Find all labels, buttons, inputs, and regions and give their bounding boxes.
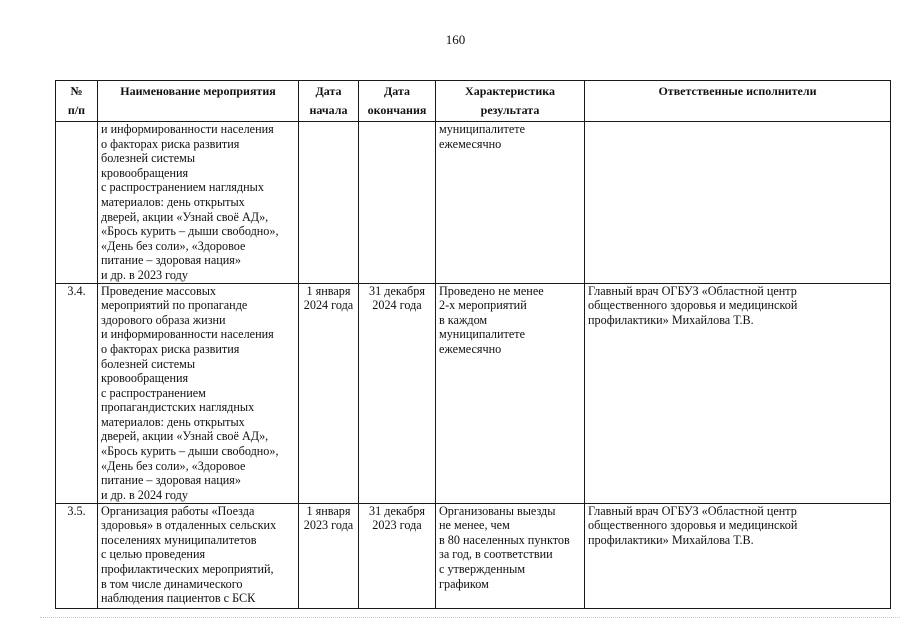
cell-start-date-line: 1 января [306,503,351,518]
cell-responsible-line: Главный врач ОГБУЗ «Областной центр [588,283,797,298]
cell-result-line: 2-х мероприятий [439,298,527,313]
cell-result-line: в 80 населенных пунктов [439,532,570,547]
cell-activity-name-line: здоровья» в отдаленных сельских [101,518,277,533]
page-number: 160 [445,32,466,47]
cell-activity-name-line: в том числе динамического [101,576,243,591]
cell-start-date-line: 2024 года [303,298,354,313]
cell-activity-name-line: и информированности населения [101,327,274,342]
cell-activity-name [98,283,299,503]
cell-result-line: за год, в соответствии [439,547,553,562]
cell-start-date-line: 2023 года [303,518,354,533]
header-end-line2: окончания [367,103,427,117]
cell-result-line: муниципалитете [439,327,526,342]
cell-activity-name-line: здорового образа жизни [101,312,226,327]
cell-activity-name-line: «День без соли», «Здоровое [101,458,246,473]
cell-responsible [585,122,891,284]
cell-activity-name-line: Проведение массовых [101,283,217,298]
cell-activity-name-line: питание – здоровая нация» [101,473,241,488]
header-end-line1: Дата [384,84,410,98]
cell-activity-name-line: «День без соли», «Здоровое [101,238,246,253]
table-header-row [56,81,891,122]
cell-end-date-line: 2023 года [372,518,422,533]
cell-end-date-line: 31 декабря [369,283,425,298]
header-num-line1: № [70,84,83,98]
header-result [436,81,585,122]
cell-number: 3.4. [56,283,98,503]
cell-activity-name-line: Организация работы «Поезда [101,503,255,518]
table-row [56,283,891,503]
cell-activity-name-line: дверей, акции «Узнай своё АД», [101,209,269,224]
header-name: Наименование мероприятия [98,81,299,122]
cell-result-line: не менее, чем [439,518,510,533]
cell-start-date [299,503,359,608]
cell-activity-name-line: пропагандистских наглядных [101,400,255,415]
cell-activity-name-line: питание – здоровая нация» [101,253,241,268]
cell-result-line: графиком [439,576,489,591]
header-start-line1: Дата [315,84,342,98]
cell-responsible-line: профилактики» Михайлова Т.В. [588,532,754,547]
cell-result [436,122,585,284]
table-body [56,122,891,609]
cell-activity-name-line: поселениях муниципалитетов [101,532,257,547]
header-result-line2: результата [480,103,540,117]
cell-responsible-line: Главный врач ОГБУЗ «Областной центр [588,503,797,518]
cell-start-date-line: 1 января [306,283,351,298]
cell-activity-name-line: и др. в 2024 году [101,487,188,502]
cell-activity-name-line: о факторах риска развития [101,136,240,151]
header-num [56,81,98,122]
cell-activity-name [98,503,299,608]
header-result-line1: Характеристика [465,84,555,98]
cell-responsible-line: профилактики» Михайлова Т.В. [588,312,754,327]
cell-activity-name [98,122,299,284]
cell-activity-name-line: с распространением наглядных [101,180,264,195]
cell-result-line: ежемесячно [439,341,502,356]
header-start-line2: начала [309,103,348,117]
header-end [359,81,436,122]
cell-end-date [359,283,436,503]
header-num-line2: п/п [67,103,86,117]
cell-result [436,503,585,608]
cell-activity-name-line: болезней системы [101,356,196,371]
header-responsible: Ответственные исполнители [585,81,891,122]
cell-activity-name-line: с распространением [101,385,206,400]
activities-table [55,80,891,609]
cell-end-date-line: 2024 года [372,298,422,313]
cell-activity-name-line: кровообращения [101,165,189,180]
cell-activity-name-line: профилактических мероприятий, [101,561,274,576]
cell-number: 3.5. [56,503,98,608]
cell-activity-name-line: материалов: день открытых [101,194,245,209]
cell-result-line: Проведено не менее [439,283,544,298]
cell-number [56,122,98,284]
cell-result-line: с утвержденным [439,561,526,576]
table-row [56,503,891,608]
cell-activity-name-line: болезней системы [101,151,196,166]
cell-activity-name-line: наблюдения пациентов с БСК [101,591,256,606]
cell-result-line: в каждом [439,312,488,327]
cell-end-date-line: 31 декабря [369,503,425,518]
cell-activity-name-line: «Брось курить – дыши свободно», [101,444,279,459]
cell-activity-name-line: и др. в 2023 году [101,267,188,282]
cell-result-line: Организованы выезды [439,503,556,518]
cell-activity-name-line: мероприятий по пропаганде [101,298,248,313]
cell-activity-name-line: кровообращения [101,371,189,386]
cell-activity-name-line: и информированности населения [101,122,274,136]
cell-result-line: муниципалитете [439,122,526,136]
table-row [56,122,891,284]
cell-activity-name-line: материалов: день открытых [101,414,245,429]
cell-result [436,283,585,503]
header-start [299,81,359,122]
scan-edge-line [40,617,900,618]
cell-activity-name-line: с целью проведения [101,547,206,562]
cell-result-line: ежемесячно [439,136,502,151]
cell-responsible-line: общественного здоровья и медицинской [588,518,798,533]
cell-end-date [359,503,436,608]
cell-responsible [585,283,891,503]
cell-responsible [585,503,891,608]
cell-start-date [299,122,359,284]
cell-activity-name-line: «Брось курить – дыши свободно», [101,224,279,239]
cell-activity-name-line: дверей, акции «Узнай своё АД», [101,429,269,444]
cell-activity-name-line: о факторах риска развития [101,341,240,356]
cell-responsible-line: общественного здоровья и медицинской [588,298,798,313]
cell-start-date [299,283,359,503]
cell-end-date [359,122,436,284]
